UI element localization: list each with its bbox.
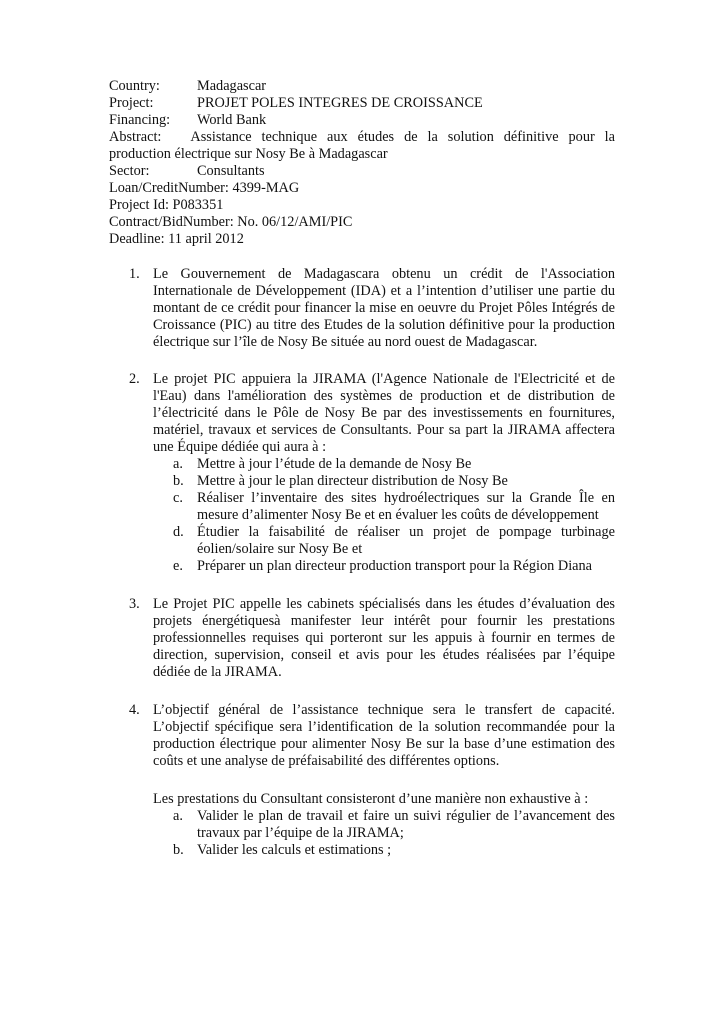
item-number: 2. (129, 371, 140, 387)
project-row (109, 95, 615, 112)
loan-number-line: Loan/CreditNumber: 4399-MAG (109, 180, 300, 196)
document-header (109, 78, 615, 248)
sub-item-letter: d. (173, 524, 184, 540)
deadline-line: Deadline: 11 april 2012 (109, 231, 244, 247)
sub-item-text: Mettre à jour le plan directeur distribution de Nosy Be (197, 473, 508, 489)
item-number: 1. (129, 266, 140, 282)
sub-item-text: Mettre à jour l’étude de la demande de Nosy Be (197, 456, 472, 472)
project-id-line: Project Id: P083351 (109, 197, 224, 213)
sub-item-c (153, 490, 615, 524)
item-text: Le Projet PIC appelle les cabinets spécialisés dans les études d’évaluation des projets énergétiquesà manifester leur intérêt pour fournir les prestations professionnelles requises qui porteront sur les appuis à fournir en termes de direction, supervision, conseil et avis pour les études réalisées par l’équipe dédiée de la JIRAMA. (153, 596, 615, 680)
sub-list (153, 808, 615, 859)
list-item-2 (109, 371, 615, 575)
sub-item-a (153, 808, 615, 842)
sector-value: Consultants (197, 163, 265, 179)
sub-item-text: Étudier la faisabilité de réaliser un projet de pompage turbinage éolien/solaire sur Nosy Be et (197, 524, 615, 557)
sub-item-text: Valider le plan de travail et faire un suivi régulier de l’avancement des travaux par l’équipe de la JIRAMA; (197, 808, 615, 841)
sub-item-b (153, 473, 615, 490)
item-text: L’objectif général de l’assistance technique sera le transfert de capacité. L’objectif spécifique sera l’identification de la solution recommandée pour la production électrique pour alimenter Nosy Be sur la base d’une estimation des coûts et une analyse de préfaisabilité des différentes options. (153, 702, 615, 769)
sub-item-letter: a. (173, 456, 183, 472)
contract-number-line: Contract/BidNumber: No. 06/12/AMI/PIC (109, 214, 353, 230)
project-label: Project: (109, 95, 154, 111)
services-intro-paragraph: Les prestations du Consultant consisteront d’une manière non exhaustive à : (153, 791, 589, 807)
financing-row (109, 112, 615, 129)
sub-item-e (153, 558, 615, 575)
sub-item-letter: a. (173, 808, 183, 824)
sub-item-text: Préparer un plan directeur production transport pour la Région Diana (197, 558, 593, 574)
sub-item-b (153, 842, 615, 859)
sector-label: Sector: (109, 163, 150, 179)
list-item-1 (109, 266, 615, 351)
list-item-3 (109, 596, 615, 681)
abstract-label: Abstract: (109, 129, 162, 145)
numbered-list (109, 266, 615, 859)
sector-row (109, 163, 615, 180)
item-text: Le Gouvernement de Madagascara obtenu un crédit de l'Association Internationale de Développement (IDA) et a l’intention d’utiliser une partie du montant de ce crédit pour financer la mise en oeuvre du Projet Pôles Intégrés de Croissance (PIC) au titre des Etudes de la solution définitive pour la production électrique sur l’île de Nosy Be située au nord ouest de Madagascar. (153, 266, 615, 350)
abstract-row (109, 129, 615, 163)
sub-item-text: Réaliser l’inventaire des sites hydroélectriques sur la Grande Île en mesure d’alimenter Nosy Be et en évaluer les coûts de développement (197, 490, 615, 523)
sub-item-d (153, 524, 615, 558)
project-value: PROJET POLES INTEGRES DE CROISSANCE (197, 95, 483, 111)
financing-label: Financing: (109, 112, 171, 128)
item-number: 4. (129, 702, 140, 718)
country-row (109, 78, 615, 95)
sub-item-letter: c. (173, 490, 183, 506)
sub-item-letter: b. (173, 473, 184, 489)
item-number: 3. (129, 596, 140, 612)
country-value: Madagascar (197, 78, 267, 94)
list-item-4 (109, 702, 615, 859)
item-text: Le projet PIC appuiera la JIRAMA (l'Agence Nationale de l'Electricité et de l'Eau) dans l'amélioration des systèmes de production et de distribution de l’électricité dans le Pôle de Nosy Be par des investissements en fournitures, matériel, travaux et services de Consultants. Pour sa part la JIRAMA affectera une Équipe dédiée qui aura à : (153, 371, 615, 455)
sub-list (153, 456, 615, 575)
country-label: Country: (109, 78, 160, 94)
sub-item-text: Valider les calculs et estimations ; (197, 842, 392, 858)
abstract-value: Assistance technique aux études de la solution définitive pour la production électrique sur Nosy Be à Madagascar (109, 129, 615, 162)
sub-item-letter: b. (173, 842, 184, 858)
financing-value: World Bank (197, 112, 267, 128)
sub-item-a (153, 456, 615, 473)
sub-item-letter: e. (173, 558, 183, 574)
